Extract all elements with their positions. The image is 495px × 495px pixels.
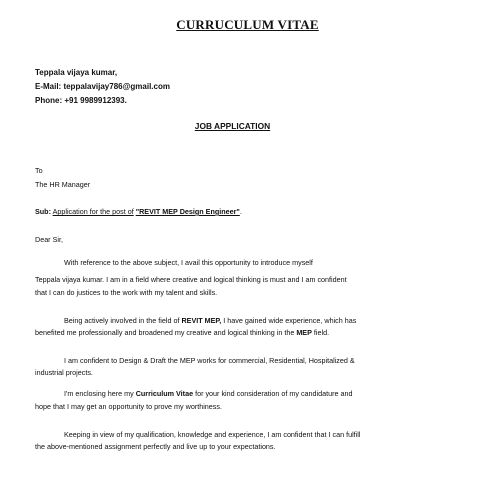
p5-text-a: I'm enclosing here my [64,389,134,398]
document-title: CURRUCULUM VITAE [176,17,319,32]
to-line: To [35,166,43,175]
p3-text-c: I have gained wide experience, which has [223,316,357,325]
section-heading: JOB APPLICATION [194,121,271,131]
p3-text-a: Being actively involved in the field of [64,316,180,325]
p3-bold-mep: MEP [296,328,312,337]
p5-text-c: for your kind consideration of my candidature and [195,389,353,398]
subject-text: Application for the post of [52,207,134,216]
phone-line: Phone: +91 9989912393. [35,96,127,105]
applicant-name: Teppala vijaya kumar, [35,68,118,77]
email-line: E-Mail: teppalavijay786@gmail.com [35,82,170,91]
p3-bold-revit: REVIT MEP, [181,316,222,325]
recipient-line: The HR Manager [35,180,91,189]
paragraph-6-line-1: Keeping in view of my qualification, knowledge and experience, I am confident that I can fulfill [64,430,361,439]
paragraph-4-line-2: industrial projects. [35,368,93,377]
p3-text-e: field. [313,328,330,337]
paragraph-1: With reference to the above subject, I avail this opportunity to introduce myself [64,258,313,267]
paragraph-3-line-2 [35,328,329,337]
salutation: Dear Sir, [35,235,63,244]
p5-bold-cv: Curriculum Vitae [135,389,194,398]
paragraph-4-line-1: I am confident to Design & Draft the MEP works for commercial, Residential, Hospitalized & [64,356,355,365]
p3-text-d: benefited me professionally and broadened my creative and logical thinking in the [35,328,295,337]
paragraph-5-line-2: hope that I may get an opportunity to prove my worthiness. [35,402,222,411]
paragraph-3-line-1 [64,316,356,325]
subject-label: Sub: [35,207,51,216]
subject-end: . [239,207,242,216]
paragraph-2-line-2: that I can do justices to the work with my talent and skills. [35,288,218,297]
paragraph-2-line-1: Teppala vijaya kumar. I am in a field where creative and logical thinking is must and I am confident [35,275,347,284]
subject-line [35,207,242,216]
paragraph-5-line-1 [64,389,353,398]
subject-post: "REVIT MEP Design Engineer" [135,207,240,216]
paragraph-6-line-2: the above-mentioned assignment perfectly and live up to your expectations. [35,442,276,451]
